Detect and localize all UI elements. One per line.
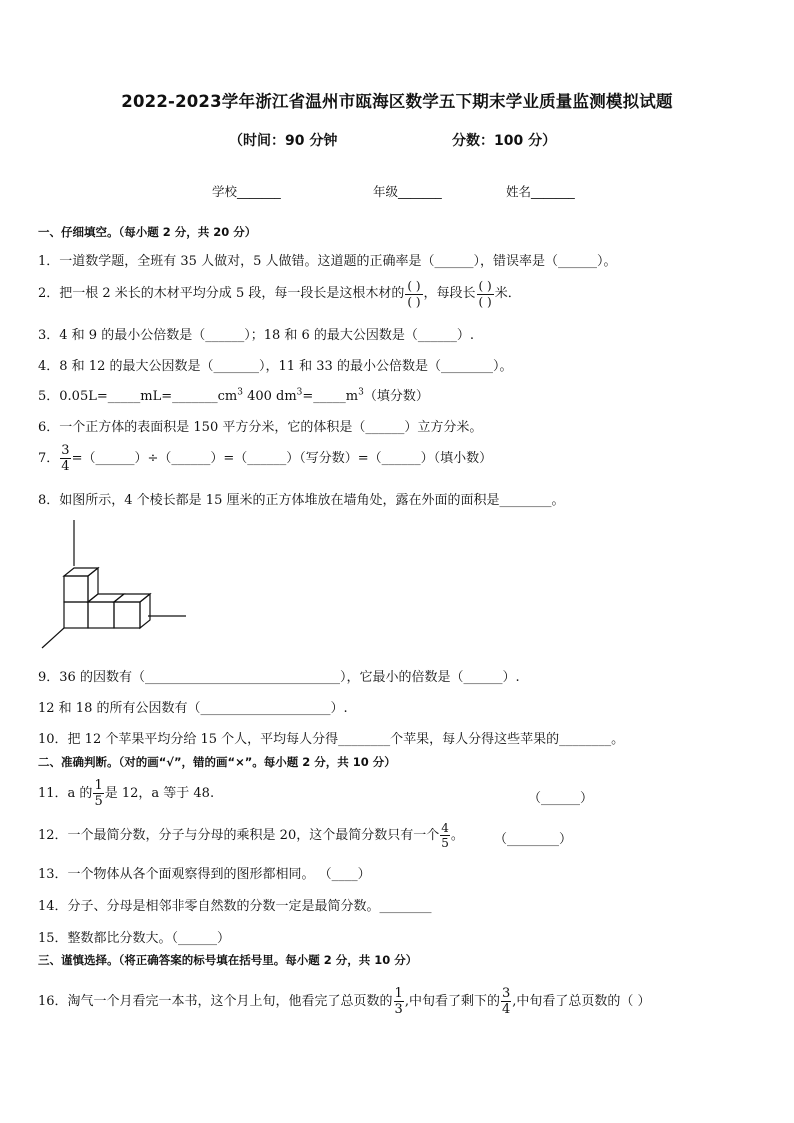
- question-12-part-a: 12．一个最简分数，分子与分母的乘积是 20，这个最简分数只有一个: [38, 828, 440, 843]
- page-title: 2022-2023学年浙江省温州市瓯海区数学五下期末学业质量监测模拟试题: [121, 92, 673, 111]
- question-12: [38, 818, 464, 854]
- fraction-one-fifth: [93, 779, 103, 808]
- question-16-part-b: ,中旬看了剩下的: [404, 994, 500, 1009]
- question-5-part-b: 400 dm: [242, 389, 297, 404]
- question-10: 10．把 12 个苹果平均分给 15 个人，平均每人分得________个苹果，每人分得这些苹果的________。: [38, 732, 625, 747]
- question-11-part-a: 11．a 的: [38, 786, 93, 801]
- question-5: [38, 385, 429, 404]
- fraction-numerator: ( ): [478, 278, 492, 293]
- question-9-part-2: 12 和 18 的所有公因数有（____________________）.: [38, 701, 348, 716]
- section-1-heading: 一、仔细填空。（每小题 2 分，共 20 分）: [38, 225, 257, 239]
- fraction-one-third: [394, 987, 404, 1016]
- grade-field: 年级_______: [373, 184, 442, 199]
- question-16-part-a: 16．淘气一个月看完一本书，这个月上旬，他看完了总页数的: [38, 994, 393, 1009]
- fraction-denominator: 3: [394, 1002, 403, 1017]
- question-2-part-c: 米．: [494, 286, 521, 301]
- question-12-part-b: 。: [450, 828, 464, 843]
- fraction-numerator: 3: [61, 443, 70, 458]
- fraction-numerator: 3: [501, 986, 511, 1001]
- exam-score: 分数：100 分）: [452, 133, 557, 149]
- fraction-four-fifths: [440, 822, 450, 849]
- fraction-denominator: 4: [61, 459, 70, 474]
- question-12-answer-blank: （________）: [494, 832, 573, 847]
- question-9: 9．36 的因数有（______________________________），它最小的倍数是（______）.: [38, 670, 520, 685]
- question-5-part-c: =_____m: [302, 389, 359, 404]
- question-7: [38, 440, 492, 478]
- fraction-numerator: ( ): [407, 278, 421, 293]
- question-8: 8．如图所示，4 个棱长都是 15 厘米的正方体堆放在墙角处，露在外面的面积是________。: [38, 493, 565, 508]
- question-2-part-a: 2．把一根 2 米长的木材平均分成 5 段，每一段长是这根木材的: [38, 286, 405, 301]
- question-6: 6．一个正方体的表面积是 150 平方分米，它的体积是（______）立方分米。: [38, 420, 483, 435]
- fraction-denominator: ( ): [478, 294, 492, 309]
- question-5-part-d: （填分数）: [363, 389, 429, 404]
- fraction-denominator: 4: [501, 1002, 511, 1017]
- question-11-part-b: 是 12，a 等于 48.: [104, 786, 215, 801]
- question-1: 1．一道数学题，全班有 35 人做对，5 人做错。这道题的正确率是（______），错误率是（______）。: [38, 254, 617, 269]
- school-field: 学校_______: [212, 184, 281, 199]
- question-7-prefix: 7．: [38, 451, 60, 466]
- fraction-denominator: 5: [94, 794, 103, 809]
- fraction-blank: [405, 280, 422, 308]
- question-11-answer-blank: （______）: [528, 791, 594, 806]
- question-4: 4．8 和 12 的最大公因数是（_______），11 和 33 的最小公倍数是（________）。: [38, 359, 513, 374]
- name-field: 姓名_______: [506, 184, 575, 199]
- fraction-three-quarters: [501, 987, 511, 1016]
- question-16-part-c: ,中旬看了总页数的（ ）: [512, 994, 651, 1009]
- question-11: [38, 775, 214, 813]
- exponent: 3: [237, 387, 243, 398]
- fraction-numerator: 1: [94, 778, 103, 793]
- question-15: 15．整数都比分数大。（______）: [38, 931, 231, 946]
- fraction-numerator: 1: [394, 986, 403, 1001]
- question-7-text: =（______）÷（______）=（______）（写分数）=（______）（填小数）: [71, 451, 493, 466]
- exponent: 3: [296, 387, 303, 398]
- fraction-denominator: ( ): [407, 294, 421, 309]
- cube-corner-diagram: [38, 518, 190, 650]
- section-3-heading: 三、谨慎选择。（将正确答案的标号填在括号里。每小题 2 分，共 10 分）: [38, 953, 418, 967]
- fraction-denominator: 5: [441, 836, 449, 850]
- question-5-part-a: 5．0.05L=_____mL=_______cm: [38, 389, 238, 404]
- exam-time: （时间：90 分钟: [229, 133, 338, 149]
- section-2-heading: 二、准确判断。（对的画“√”，错的画“×”。每小题 2 分，共 10 分）: [38, 755, 396, 769]
- fraction-blank: [477, 280, 494, 308]
- fraction-three-quarters: [60, 444, 70, 473]
- question-14: 14．分子、分母是相邻非零自然数的分数一定是最简分数。________: [38, 899, 432, 914]
- question-13: 13．一个物体从各个面观察得到的图形都相同。 （____）: [38, 867, 371, 882]
- question-2: [38, 276, 521, 312]
- exponent: 3: [358, 387, 364, 398]
- question-3: 3．4 和 9 的最小公倍数是（______）；18 和 6 的最大公因数是（______）.: [38, 328, 475, 343]
- wall-edge-diagonal: [42, 628, 64, 648]
- question-16: [38, 980, 651, 1024]
- fraction-numerator: 4: [441, 821, 449, 835]
- question-2-part-b: ，每段长: [423, 286, 476, 301]
